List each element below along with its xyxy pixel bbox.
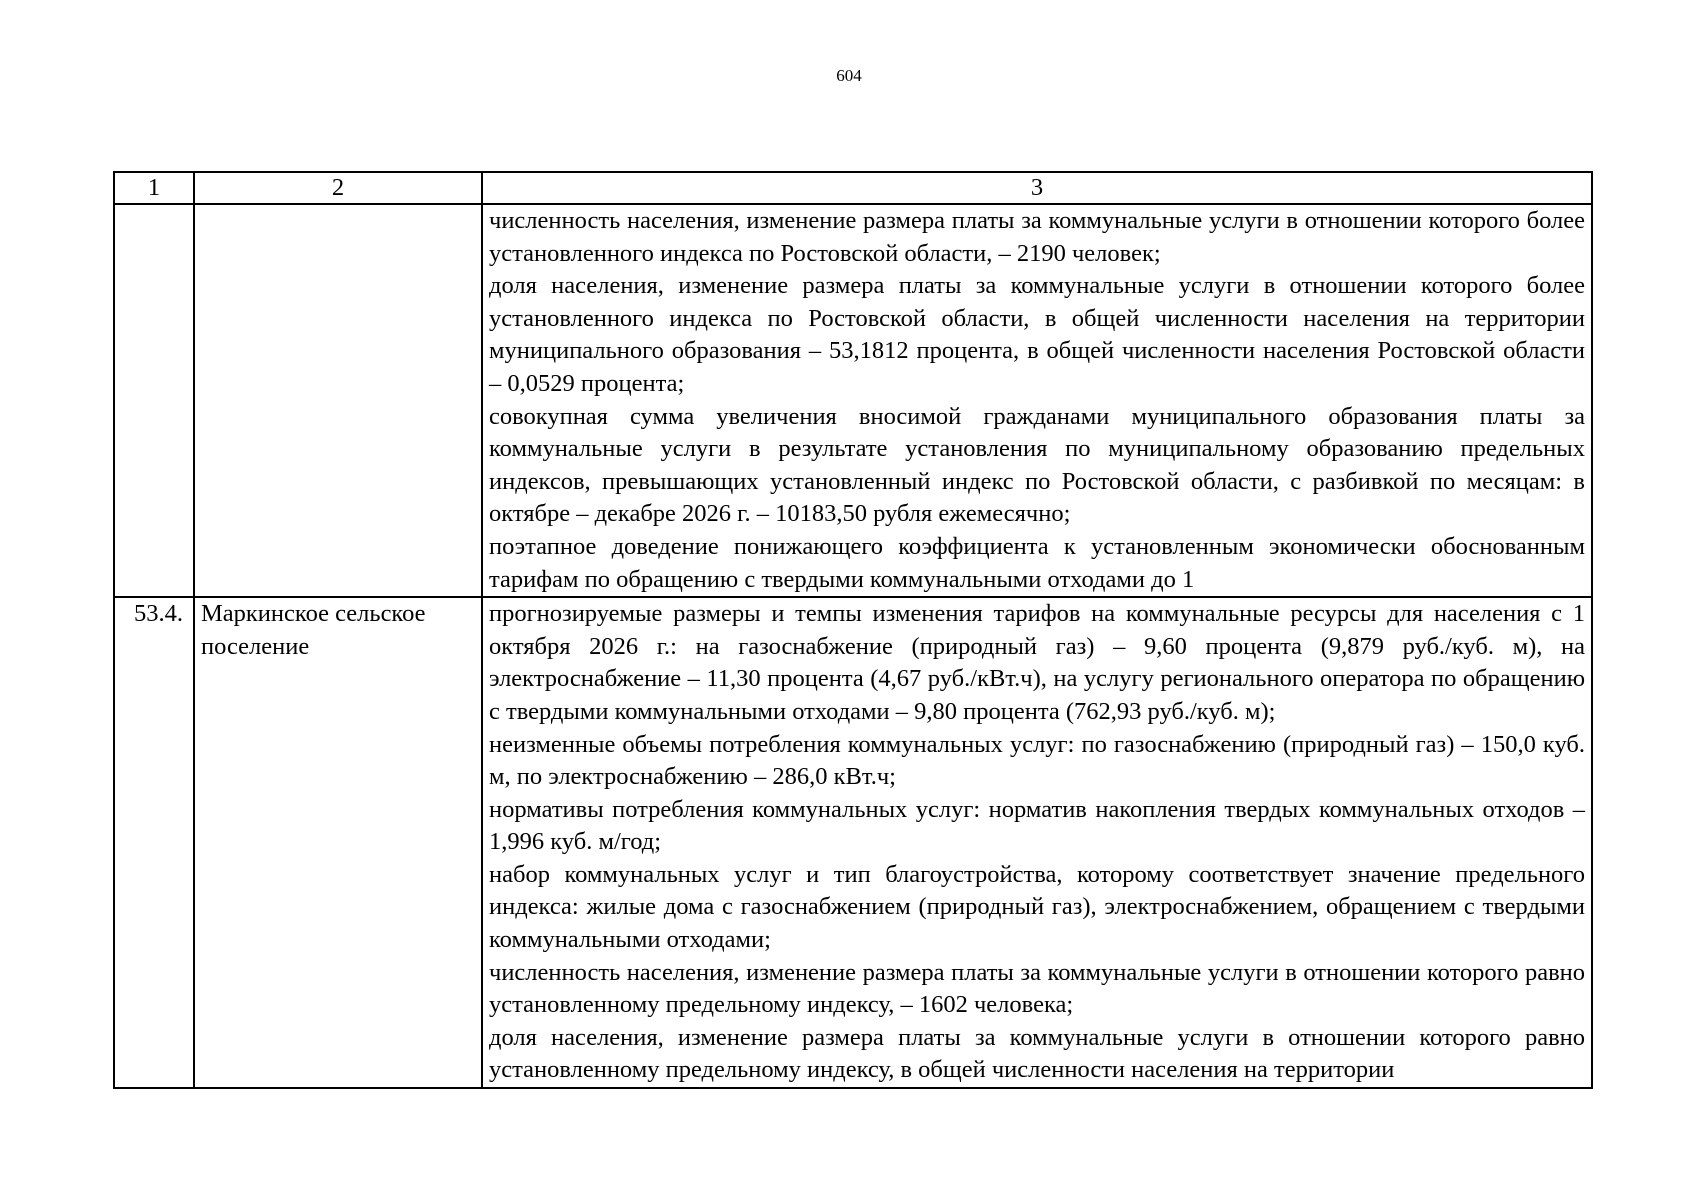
row-number-cell xyxy=(114,204,194,597)
row-number-cell: 53.4. xyxy=(114,597,194,1088)
description-paragraph: прогнозируемые размеры и темпы изменения тарифов на коммунальные ресурсы для населения с 1 октября 2026 г.: на газоснабжение (природный газ) – 9,60 процента (9,879 руб./куб. м), на электроснабжение – 11,30 процента (4,67 руб./кВт.ч), на услугу регионального оператора по обращению с твердыми коммунальными отходами – 9,80 процента (762,93 руб./куб. м); xyxy=(489,600,1585,725)
description-paragraph: численность населения, изменение размера платы за коммунальные услуги в отношении которого равно установленному предельному индексу, – 1602 человека; xyxy=(489,958,1585,1019)
settlement-name-cell: Маркинское сельское поселение xyxy=(194,597,482,1088)
description-paragraph: доля населения, изменение размера платы за коммунальные услуги в отношении которого равно установленному предельному индексу, в общей численности населения на территории xyxy=(489,1023,1585,1084)
column-header-1: 1 xyxy=(114,172,194,204)
table-row xyxy=(114,204,1592,597)
description-paragraph: численность населения, изменение размера платы за коммунальные услуги в отношении которого более установленного индекса по Ростовской области, – 2190 человек; xyxy=(489,207,1585,267)
table-header-row xyxy=(114,172,1592,204)
description-paragraph: неизменные объемы потребления коммунальных услуг: по газоснабжению (природный газ) – 150,0 куб. м, по электроснабжению – 286,0 кВт.ч; xyxy=(489,730,1585,791)
column-header-3: 3 xyxy=(482,172,1592,204)
column-header-2: 2 xyxy=(194,172,482,204)
description-paragraph: доля населения, изменение размера платы за коммунальные услуги в отношении которого более установленного индекса по Ростовской области, в общей численности населения на территории муниципального образования – 53,1812 процента, в общей численности населения Ростовской области – 0,0529 процента; xyxy=(489,272,1585,397)
table-row xyxy=(114,597,1592,1088)
description-paragraph: поэтапное доведение понижающего коэффициента к установленным экономически обоснованным тарифам по обращению с твердыми коммунальными отходами до 1 xyxy=(489,532,1585,593)
description-paragraph: набор коммунальных услуг и тип благоустройства, которому соответствует значение предельного индекса: жилые дома с газоснабжением (природный газ), электроснабжением, обращением с твердыми коммунальными отходами; xyxy=(489,860,1585,954)
settlement-name-cell xyxy=(194,204,482,597)
description-paragraph: нормативы потребления коммунальных услуг: норматив накопления твердых коммунальных отходов – 1,996 куб. м/год; xyxy=(489,795,1585,856)
description-paragraph: совокупная сумма увеличения вносимой гражданами муниципального образования платы за коммунальные услуги в результате установления по муниципальному образованию предельных индексов, превышающих установленный индекс по Ростовской области, с разбивкой по месяцам: в октябре – декабре 2026 г. – 10183,50 рубля ежемесячно; xyxy=(489,402,1585,528)
description-cell xyxy=(482,597,1592,1088)
description-cell xyxy=(482,204,1592,597)
page-number: 604 xyxy=(836,66,862,85)
document-table xyxy=(113,171,1593,1089)
